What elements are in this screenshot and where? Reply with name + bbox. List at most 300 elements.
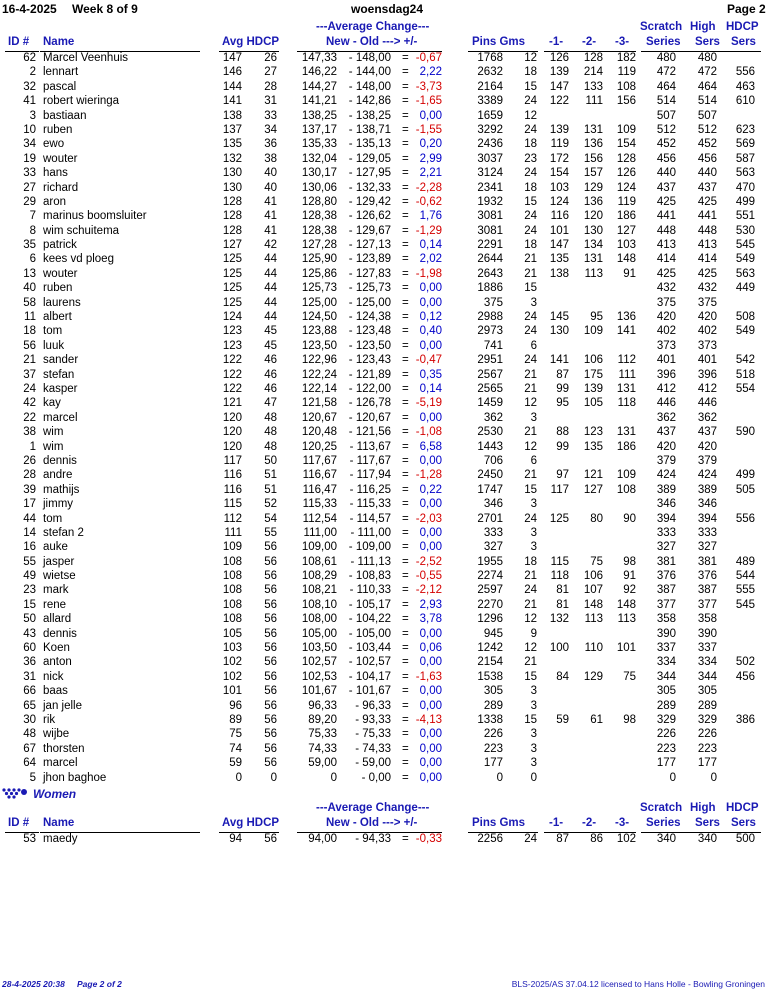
- cell-name: jimmy: [43, 498, 74, 511]
- cell-games: 3: [530, 498, 537, 511]
- cell-new-avg: 103,50: [301, 642, 337, 655]
- cell-id: 39: [23, 483, 36, 496]
- cell-game3: 186: [616, 440, 636, 453]
- cell-games: 15: [524, 483, 537, 496]
- cell-old-avg: - 142,86: [348, 95, 391, 108]
- cell-name: bastiaan: [43, 109, 87, 122]
- cell-avg: 105: [222, 627, 242, 640]
- cell-games: 3: [530, 296, 537, 309]
- cell-equals: =: [402, 598, 409, 611]
- cell-equals: =: [402, 123, 409, 136]
- cell-hdcp: 44: [264, 296, 277, 309]
- cell-new-avg: 122,24: [301, 368, 337, 381]
- cell-games: 0: [530, 771, 537, 784]
- cell-diff: -1,65: [415, 95, 442, 108]
- cell-diff: 2,93: [419, 598, 442, 611]
- cell-avg: 103: [222, 642, 242, 655]
- cell-game2: 131: [583, 253, 603, 266]
- cell-hdcp: 31: [264, 95, 277, 108]
- cell-new-avg: 105,00: [301, 627, 337, 640]
- cell-scratch-series: 289: [656, 699, 676, 712]
- cell-scratch-series: 358: [656, 613, 676, 626]
- table-row: [0, 396, 768, 410]
- cell-avg: 147: [222, 52, 242, 64]
- cell-name: aron: [43, 195, 67, 208]
- cell-diff: 3,78: [419, 613, 442, 626]
- cell-game2: 136: [583, 195, 603, 208]
- cell-pins: 2644: [477, 253, 503, 266]
- cell-diff: 0,35: [419, 368, 442, 381]
- cell-new-avg: 89,20: [308, 713, 337, 726]
- cell-scratch-series: 441: [656, 210, 676, 223]
- page-of-label: Page 2 of 2: [77, 979, 122, 989]
- cell-hdcp: 38: [264, 152, 277, 165]
- cell-avg: 120: [222, 440, 242, 453]
- cell-new-avg: 102,53: [301, 670, 337, 683]
- cell-high-series: 177: [697, 757, 717, 770]
- cell-game3: 119: [617, 66, 636, 79]
- cell-game1: 132: [549, 613, 569, 626]
- cell-scratch-series: 379: [656, 454, 676, 467]
- cell-game2: 156: [583, 152, 603, 165]
- cell-hdcp: 56: [264, 713, 277, 726]
- cell-hdcp: 51: [264, 469, 277, 482]
- cell-hdcp-series: 590: [735, 426, 755, 439]
- scratch-label: Scratch: [640, 21, 683, 33]
- cell-old-avg: - 123,50: [348, 339, 391, 352]
- cell-id: 31: [23, 670, 36, 683]
- cell-new-avg: 116,67: [302, 469, 337, 482]
- cell-scratch-series: 512: [656, 123, 676, 136]
- cell-pins: 2436: [477, 138, 503, 151]
- cell-name: wietse: [43, 570, 76, 583]
- cell-new-avg: 123,50: [301, 339, 337, 352]
- cell-new-avg: 120,25: [301, 440, 337, 453]
- cell-name: baas: [43, 685, 68, 698]
- cell-game1: 147: [549, 80, 569, 93]
- cell-game2: 148: [583, 598, 603, 611]
- cell-name: allard: [43, 613, 72, 626]
- cell-avg: 128: [222, 210, 242, 223]
- cell-id: 66: [23, 685, 36, 698]
- cell-game1: 147: [549, 239, 569, 252]
- cell-hdcp-series: 463: [735, 80, 755, 93]
- cell-high-series: 420: [697, 440, 717, 453]
- cell-hdcp: 41: [264, 224, 277, 237]
- cell-diff: -0,55: [415, 570, 442, 583]
- cell-high-series: 514: [697, 95, 717, 108]
- cell-scratch-series: 337: [656, 642, 676, 655]
- cell-diff: 2,02: [419, 253, 442, 266]
- cell-old-avg: - 129,67: [348, 224, 391, 237]
- cell-game3: 108: [616, 483, 636, 496]
- table-row: [0, 166, 768, 180]
- cell-game1: 122: [549, 95, 569, 108]
- cell-game3: 186: [616, 210, 636, 223]
- cell-equals: =: [402, 541, 409, 554]
- cell-pins: 362: [483, 411, 503, 424]
- cell-id: 49: [23, 570, 36, 583]
- cell-pins: 2973: [477, 325, 503, 338]
- cell-pins: 2530: [477, 426, 503, 439]
- cell-scratch-series: 448: [656, 224, 676, 237]
- cell-name: robert wieringa: [43, 95, 120, 108]
- cell-id: 24: [23, 382, 36, 395]
- table-row: [0, 238, 768, 252]
- cell-equals: =: [402, 282, 409, 295]
- table-row: [0, 281, 768, 295]
- cell-game1: 59: [556, 713, 569, 726]
- cell-hdcp-series: 542: [735, 354, 755, 367]
- cell-hdcp: 48: [264, 426, 277, 439]
- cell-name: marinus boomsluiter: [43, 210, 147, 223]
- cell-pins: 305: [483, 685, 503, 698]
- cell-equals: =: [402, 584, 409, 597]
- cell-id: 1: [29, 440, 36, 453]
- cell-game2: 111: [585, 95, 603, 108]
- cell-scratch-series: 432: [656, 282, 676, 295]
- cell-name: mark: [43, 584, 69, 597]
- cell-avg: 128: [222, 224, 242, 237]
- cell-high-series: 334: [697, 656, 717, 669]
- cell-game1: 81: [556, 598, 569, 611]
- cell-diff: -1,08: [415, 426, 442, 439]
- cell-avg: 102: [222, 670, 242, 683]
- sers-header: Sers: [695, 817, 720, 829]
- cell-hdcp: 42: [264, 239, 277, 252]
- hdcp-sers-header: Sers: [731, 36, 756, 48]
- table-row: [0, 209, 768, 223]
- cell-games: 12: [524, 109, 537, 122]
- cell-pins: 1338: [477, 713, 503, 726]
- pins-gms-header: Pins Gms: [472, 36, 526, 48]
- cell-equals: =: [402, 713, 409, 726]
- cell-hdcp: 56: [264, 555, 277, 568]
- cell-scratch-series: 425: [656, 267, 676, 280]
- cell-high-series: 507: [697, 109, 717, 122]
- cell-avg: 108: [222, 555, 242, 568]
- cell-games: 24: [524, 325, 537, 338]
- cell-name: mathijs: [43, 483, 80, 496]
- cell-game1: 145: [549, 311, 569, 324]
- cell-avg: 123: [222, 325, 242, 338]
- cell-pins: 1443: [477, 440, 503, 453]
- cell-avg: 74: [229, 742, 242, 755]
- table-row: [0, 771, 768, 785]
- cell-scratch-series: 362: [656, 411, 676, 424]
- new-old-header: New - Old ---> +/-: [326, 36, 418, 48]
- cell-game3: 90: [623, 512, 636, 525]
- cell-id: 62: [23, 52, 36, 64]
- cell-game1: 84: [556, 670, 569, 683]
- cell-hdcp-series: 556: [735, 66, 755, 79]
- cell-old-avg: - 115,33: [349, 498, 391, 511]
- cell-diff: -1,28: [415, 469, 442, 482]
- cell-diff: 0,14: [419, 382, 442, 395]
- cell-old-avg: - 135,13: [348, 138, 391, 151]
- women-standings-table: [0, 832, 768, 846]
- cell-old-avg: - 59,00: [355, 757, 391, 770]
- cell-id: 3: [29, 109, 36, 122]
- cell-id: 67: [23, 742, 36, 755]
- cell-scratch-series: 420: [656, 440, 676, 453]
- cell-new-avg: 125,86: [301, 267, 337, 280]
- cell-equals: =: [402, 627, 409, 640]
- cell-game3: 127: [616, 224, 636, 237]
- cell-new-avg: 137,17: [301, 123, 337, 136]
- cell-new-avg: 112,54: [302, 512, 337, 525]
- cell-pins: 0: [496, 771, 503, 784]
- cell-pins: 2565: [477, 382, 503, 395]
- cell-id: 58: [23, 296, 36, 309]
- cell-games: 3: [530, 411, 537, 424]
- table-row: [0, 123, 768, 137]
- table-row: [0, 713, 768, 727]
- cell-id: 19: [23, 152, 36, 165]
- cell-scratch-series: 425: [656, 195, 676, 208]
- cell-equals: =: [402, 570, 409, 583]
- cell-avg: 125: [222, 282, 242, 295]
- cell-old-avg: - 144,00: [348, 66, 391, 79]
- cell-scratch-series: 389: [656, 483, 676, 496]
- cell-avg: 138: [222, 109, 242, 122]
- cell-hdcp: 56: [264, 757, 277, 770]
- cell-new-avg: 109,00: [301, 541, 337, 554]
- cell-game3: 182: [616, 52, 636, 64]
- cell-pins: 327: [483, 541, 503, 554]
- cell-name: albert: [43, 311, 72, 324]
- cell-pins: 2701: [477, 512, 503, 525]
- cell-scratch-series: 390: [656, 627, 676, 640]
- cell-game3: 75: [623, 670, 636, 683]
- avg-hdcp-header: Avg HDCP: [222, 817, 280, 829]
- cell-avg: 109: [222, 541, 242, 554]
- game1-header: -1-: [549, 36, 564, 48]
- cell-pins: 226: [483, 728, 503, 741]
- cell-high-series: 401: [697, 354, 717, 367]
- cell-hdcp-series: 449: [735, 282, 755, 295]
- cell-name: lennart: [43, 66, 79, 79]
- avg-hdcp-header: Avg HDCP: [222, 36, 280, 48]
- cell-game1: 100: [549, 642, 569, 655]
- cell-hdcp: 56: [264, 656, 277, 669]
- cell-old-avg: - 148,00: [348, 52, 391, 64]
- cell-scratch-series: 334: [656, 656, 676, 669]
- cell-games: 3: [530, 685, 537, 698]
- cell-new-avg: 108,29: [301, 570, 337, 583]
- cell-equals: =: [402, 210, 409, 223]
- cell-equals: =: [402, 512, 409, 525]
- cell-id: 40: [23, 282, 36, 295]
- cell-games: 18: [524, 239, 537, 252]
- cell-diff: -3,73: [415, 80, 442, 93]
- cell-diff: 1,76: [419, 210, 442, 223]
- cell-id: 7: [29, 210, 36, 223]
- cell-diff: 0,00: [419, 296, 442, 309]
- cell-name: ruben: [43, 282, 73, 295]
- cell-hdcp-series: 556: [735, 512, 755, 525]
- cell-high-series: 329: [697, 713, 717, 726]
- cell-name: wim: [43, 440, 64, 453]
- cell-games: 12: [524, 613, 537, 626]
- hdcp-label: HDCP: [726, 802, 759, 814]
- cell-game1: 126: [549, 52, 569, 64]
- cell-game1: 139: [549, 123, 569, 136]
- cell-old-avg: - 101,67: [348, 685, 391, 698]
- cell-scratch-series: 472: [656, 66, 676, 79]
- cell-pins: 2643: [477, 267, 503, 280]
- cell-old-avg: - 121,89: [348, 368, 391, 381]
- cell-id: 14: [23, 526, 36, 539]
- cell-hdcp-series: 470: [735, 181, 755, 194]
- table-row: [0, 742, 768, 756]
- cell-game1: 99: [556, 382, 569, 395]
- cell-name: kay: [43, 397, 61, 410]
- cell-high-series: 437: [697, 426, 717, 439]
- cell-old-avg: - 94,33: [355, 833, 391, 845]
- cell-game3: 91: [623, 267, 636, 280]
- table-row: [0, 612, 768, 626]
- cell-game2: 133: [583, 80, 603, 93]
- cell-hdcp-series: 563: [735, 267, 755, 280]
- cell-diff: 0,00: [419, 656, 442, 669]
- cell-game2: 105: [583, 397, 603, 410]
- cell-old-avg: - 105,00: [348, 627, 391, 640]
- cell-games: 24: [524, 95, 537, 108]
- bowling-pins-icon: [2, 788, 28, 800]
- table-row: [0, 627, 768, 641]
- cell-scratch-series: 394: [656, 512, 676, 525]
- cell-scratch-series: 327: [656, 541, 676, 554]
- cell-new-avg: 125,90: [301, 253, 337, 266]
- cell-high-series: 394: [697, 512, 717, 525]
- cell-old-avg: - 148,00: [348, 80, 391, 93]
- cell-id: 36: [23, 656, 36, 669]
- cell-avg: 75: [229, 728, 242, 741]
- cell-new-avg: 138,25: [301, 109, 337, 122]
- id-header: ID #: [8, 817, 30, 829]
- cell-high-series: 387: [697, 584, 717, 597]
- table-row: [0, 756, 768, 770]
- cell-game2: 61: [590, 713, 603, 726]
- cell-id: 30: [23, 713, 36, 726]
- cell-games: 18: [524, 181, 537, 194]
- table-row: [0, 512, 768, 526]
- cell-new-avg: 130,06: [301, 181, 337, 194]
- cell-new-avg: 122,96: [301, 354, 337, 367]
- cell-hdcp: 56: [264, 570, 277, 583]
- cell-equals: =: [402, 498, 409, 511]
- high-label: High: [690, 21, 716, 33]
- cell-hdcp: 0: [270, 771, 277, 784]
- cell-avg: 125: [222, 267, 242, 280]
- cell-new-avg: 108,61: [301, 555, 337, 568]
- cell-high-series: 452: [697, 138, 717, 151]
- cell-games: 21: [524, 598, 537, 611]
- cell-old-avg: - 103,44: [348, 642, 391, 655]
- cell-high-series: 440: [697, 167, 717, 180]
- cell-name: maedy: [43, 833, 78, 845]
- cell-old-avg: - 75,33: [355, 728, 391, 741]
- cell-name: pascal: [43, 80, 77, 93]
- cell-equals: =: [402, 109, 409, 122]
- cell-game1: 95: [556, 397, 569, 410]
- cell-scratch-series: 340: [656, 833, 676, 845]
- cell-hdcp-series: 530: [735, 224, 755, 237]
- cell-new-avg: 94,00: [308, 833, 337, 845]
- cell-diff: 0,00: [419, 526, 442, 539]
- cell-equals: =: [402, 642, 409, 655]
- cell-name: ewo: [43, 138, 65, 151]
- cell-avg: 94: [229, 833, 242, 845]
- cell-game2: 120: [583, 210, 603, 223]
- cell-game3: 148: [616, 253, 636, 266]
- table-row: [0, 382, 768, 396]
- cell-high-series: 480: [697, 52, 717, 64]
- cell-old-avg: - 120,67: [348, 411, 391, 424]
- cell-equals: =: [402, 656, 409, 669]
- table-row: [0, 94, 768, 108]
- league-name: woensdag24: [351, 2, 424, 16]
- cell-equals: =: [402, 728, 409, 741]
- cell-new-avg: 122,14: [301, 382, 337, 395]
- cell-diff: 0,00: [419, 282, 442, 295]
- cell-scratch-series: 333: [656, 526, 676, 539]
- cell-old-avg: - 116,25: [349, 483, 391, 496]
- cell-avg: 102: [222, 656, 242, 669]
- table-row: [0, 51, 768, 65]
- cell-new-avg: 132,04: [301, 152, 337, 165]
- cell-game1: 87: [556, 833, 569, 845]
- cell-pins: 2988: [477, 311, 503, 324]
- cell-new-avg: 123,88: [301, 325, 337, 338]
- cell-pins: 2164: [477, 80, 503, 93]
- cell-old-avg: - 108,83: [348, 570, 391, 583]
- cell-game2: 109: [583, 325, 603, 338]
- cell-hdcp: 56: [264, 742, 277, 755]
- cell-high-series: 472: [697, 66, 717, 79]
- cell-new-avg: 146,22: [301, 66, 337, 79]
- name-header: Name: [43, 817, 75, 829]
- cell-hdcp-series: 502: [735, 656, 755, 669]
- cell-diff: 2,21: [419, 167, 442, 180]
- cell-hdcp-series: 518: [735, 368, 755, 381]
- cell-equals: =: [402, 339, 409, 352]
- cell-games: 6: [530, 454, 537, 467]
- cell-games: 18: [524, 66, 537, 79]
- cell-equals: =: [402, 613, 409, 626]
- cell-pins: 2270: [477, 598, 503, 611]
- cell-diff: 2,22: [419, 66, 442, 79]
- cell-avg: 108: [222, 613, 242, 626]
- cell-scratch-series: 381: [656, 555, 676, 568]
- cell-hdcp: 48: [264, 440, 277, 453]
- cell-hdcp: 27: [264, 66, 277, 79]
- cell-id: 10: [23, 123, 36, 136]
- cell-name: ruben: [43, 123, 73, 136]
- pins-gms-header: Pins Gms: [472, 817, 526, 829]
- cell-new-avg: 116,47: [302, 483, 337, 496]
- cell-hdcp: 44: [264, 282, 277, 295]
- cell-game3: 131: [616, 426, 636, 439]
- cell-hdcp-series: 489: [735, 555, 755, 568]
- cell-old-avg: - 93,33: [355, 713, 391, 726]
- cell-old-avg: - 110,33: [349, 584, 391, 597]
- cell-pins: 289: [483, 699, 503, 712]
- cell-pins: 2567: [477, 368, 503, 381]
- cell-diff: 0,14: [419, 239, 442, 252]
- cell-scratch-series: 437: [656, 181, 676, 194]
